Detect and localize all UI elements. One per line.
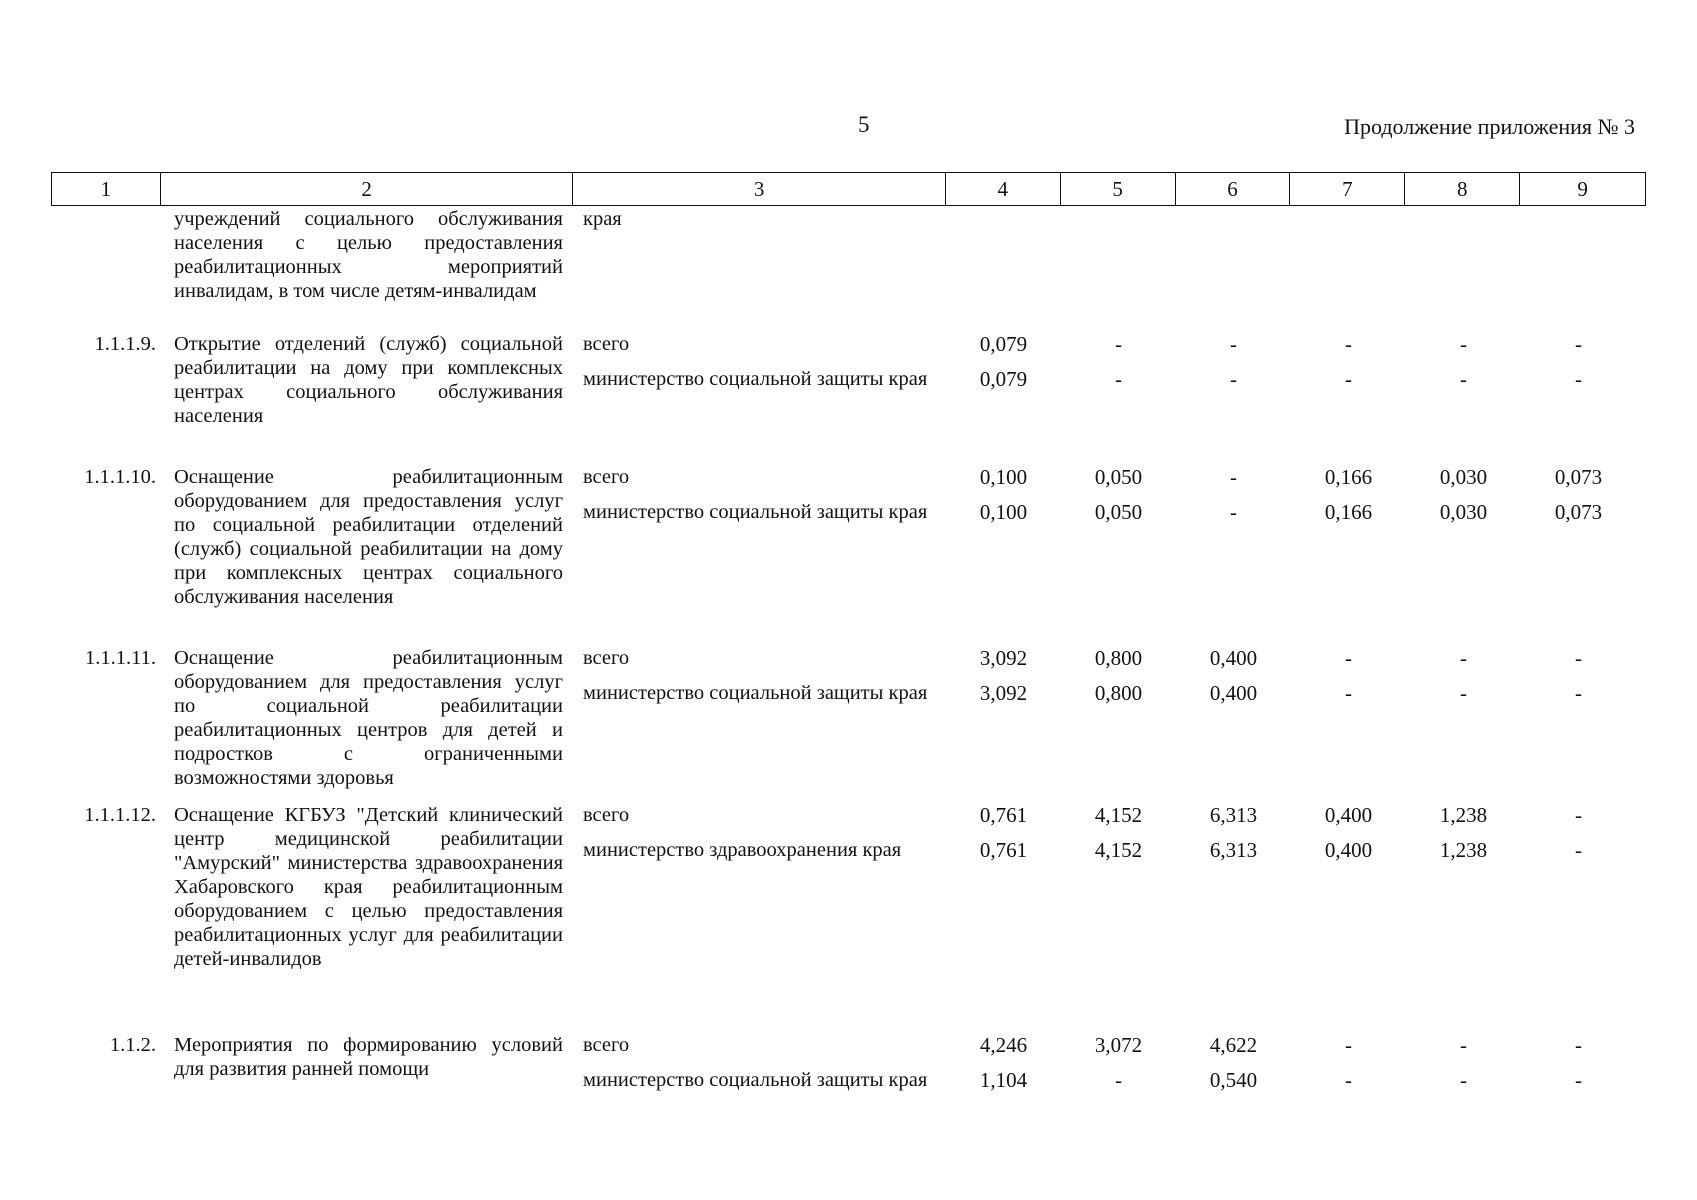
value-cell: - <box>1460 332 1467 356</box>
column-header-8: 8 <box>1405 173 1520 205</box>
column-header-6: 6 <box>1176 173 1291 205</box>
value-cell: - <box>1460 1068 1467 1092</box>
row-number: 1.1.1.12. <box>84 804 156 826</box>
value-line <box>946 367 1646 391</box>
value-cell: 0,166 <box>1324 500 1373 524</box>
value-cell: - <box>1230 500 1237 524</box>
row-sources <box>573 1033 946 1133</box>
value-cell: - <box>1345 332 1352 356</box>
value-cell: 0,761 <box>979 838 1028 862</box>
value-cell: 4,246 <box>979 1033 1028 1057</box>
value-cell: 4,152 <box>1094 803 1143 827</box>
row-values <box>946 332 1646 465</box>
column-header-5: 5 <box>1061 173 1176 205</box>
row-name: Открытие отделений (служб) социальной реабилитации на дому при комплексных центрах социального обслуживания населения <box>174 333 563 427</box>
row-sources <box>573 803 946 1033</box>
value-cell: - <box>1460 367 1467 391</box>
value-cell: 0,800 <box>1094 646 1143 670</box>
value-cell: 3,092 <box>979 681 1028 705</box>
value-cell: - <box>1575 1068 1582 1092</box>
value-cell: 1,104 <box>979 1068 1028 1092</box>
value-line <box>946 803 1646 827</box>
value-cell: 4,622 <box>1209 1033 1258 1057</box>
row-number: 1.1.1.10. <box>84 466 156 488</box>
value-cell: - <box>1230 367 1237 391</box>
value-cell: - <box>1575 367 1582 391</box>
table-body <box>51 207 1646 1133</box>
table-row <box>51 646 1646 803</box>
column-header-4: 4 <box>946 173 1061 205</box>
row-values <box>946 646 1646 803</box>
column-header-1: 1 <box>52 173 161 205</box>
value-cell: 0,100 <box>979 500 1028 524</box>
value-cell: 0,030 <box>1439 465 1488 489</box>
source-label: министерство социальной защиты края <box>583 368 928 390</box>
column-header-3: 3 <box>573 173 946 205</box>
value-cell: - <box>1575 681 1582 705</box>
value-cell: 0,030 <box>1439 500 1488 524</box>
value-cell: 0,073 <box>1554 465 1603 489</box>
row-values <box>946 803 1646 1033</box>
table-header-row <box>51 172 1646 206</box>
row-sources <box>573 465 946 646</box>
row-number: 1.1.1.9. <box>94 333 156 355</box>
value-cell: 0,761 <box>979 803 1028 827</box>
value-cell: - <box>1460 1033 1467 1057</box>
value-cell: 4,152 <box>1094 838 1143 862</box>
table-row <box>51 1033 1646 1133</box>
source-label: министерство социальной защиты края <box>583 501 928 523</box>
value-cell: - <box>1345 367 1352 391</box>
row-name: Мероприятия по формированию условий для развития ранней помощи <box>174 1034 563 1080</box>
row-number: 1.1.1.11. <box>85 647 156 669</box>
value-line <box>946 838 1646 862</box>
value-cell: 0,400 <box>1324 838 1373 862</box>
value-cell: 0,400 <box>1324 803 1373 827</box>
source-label: министерство социальной защиты края <box>583 682 928 704</box>
value-cell: 0,400 <box>1209 681 1258 705</box>
value-cell: - <box>1575 332 1582 356</box>
source-label: всего <box>583 333 630 355</box>
value-cell: 0,166 <box>1324 465 1373 489</box>
value-cell: - <box>1575 646 1582 670</box>
value-line <box>946 1033 1646 1057</box>
value-line <box>946 681 1646 705</box>
value-cell: - <box>1230 465 1237 489</box>
source-label: всего <box>583 1034 630 1056</box>
page-number: 5 <box>858 112 870 137</box>
row-name: Оснащение КГБУЗ "Детский клинический центр медицинской реабилитации "Амурский" министерства здравоохранения Хабаровского края реабилитационным оборудованием с целью предоставления реабилитационных услуг для реабилитации детей-инвалидов <box>174 804 563 970</box>
value-cell: - <box>1345 1033 1352 1057</box>
value-cell: 1,238 <box>1439 838 1488 862</box>
row-values <box>946 207 1646 332</box>
value-cell: - <box>1345 646 1352 670</box>
row-sources <box>573 332 946 465</box>
value-cell: 1,238 <box>1439 803 1488 827</box>
value-line <box>946 465 1646 489</box>
value-cell: - <box>1345 1068 1352 1092</box>
value-line <box>946 332 1646 356</box>
row-name: учреждений социального обслуживания населения с целью предоставления реабилитационных мероприятий инвалидам, в том числе детям-инвалидам <box>174 208 563 302</box>
source-label: министерство здравоохранения края <box>583 839 902 861</box>
source-label: всего <box>583 647 630 669</box>
value-cell: - <box>1230 332 1237 356</box>
value-cell: 0,800 <box>1094 681 1143 705</box>
value-cell: - <box>1460 646 1467 670</box>
value-cell: - <box>1115 332 1122 356</box>
value-cell: - <box>1575 803 1582 827</box>
value-cell: - <box>1115 1068 1122 1092</box>
value-cell: 3,072 <box>1094 1033 1143 1057</box>
row-number: 1.1.2. <box>109 1034 156 1056</box>
row-sources <box>573 646 946 803</box>
value-line <box>946 500 1646 524</box>
row-name: Оснащение реабилитационным оборудованием для предоставления услуг по социальной реабилитации отделений (служб) социальной реабилитации на дому при комплексных центрах социального обслуживания населения <box>174 466 563 608</box>
value-cell: - <box>1345 681 1352 705</box>
table-row <box>51 207 1646 332</box>
source-label: края <box>583 208 622 230</box>
value-cell: 0,540 <box>1209 1068 1258 1092</box>
row-number <box>51 207 160 332</box>
source-label: министерство социальной защиты края <box>583 1069 928 1091</box>
table-row <box>51 465 1646 646</box>
value-cell: - <box>1460 681 1467 705</box>
value-cell: 0,079 <box>979 367 1028 391</box>
column-header-9: 9 <box>1577 176 1588 201</box>
value-cell: - <box>1115 367 1122 391</box>
value-cell: - <box>1575 1033 1582 1057</box>
value-cell: 3,092 <box>979 646 1028 670</box>
value-cell: 0,050 <box>1094 500 1143 524</box>
value-cell: 6,313 <box>1209 838 1258 862</box>
value-line <box>946 646 1646 670</box>
value-cell: 0,050 <box>1094 465 1143 489</box>
row-values <box>946 465 1646 646</box>
source-label: всего <box>583 466 630 488</box>
column-header-2: 2 <box>161 173 573 205</box>
row-name: Оснащение реабилитационным оборудованием для предоставления услуг по социальной реабилитации реабилитационных центров для детей и подростков с ограниченными возможностями здоровья <box>174 647 563 789</box>
value-cell: 0,100 <box>979 465 1028 489</box>
column-header-7: 7 <box>1290 173 1405 205</box>
value-line <box>946 1068 1646 1092</box>
value-cell: 0,400 <box>1209 646 1258 670</box>
table-row <box>51 803 1646 1033</box>
row-values <box>946 1033 1646 1133</box>
value-cell: - <box>1575 838 1582 862</box>
value-cell: 0,079 <box>979 332 1028 356</box>
source-label: всего <box>583 804 630 826</box>
value-cell: 0,073 <box>1554 500 1603 524</box>
continuation-label: Продолжение приложения № 3 <box>1344 114 1635 139</box>
table-row <box>51 332 1646 465</box>
row-sources <box>573 207 946 332</box>
value-cell: 6,313 <box>1209 803 1258 827</box>
